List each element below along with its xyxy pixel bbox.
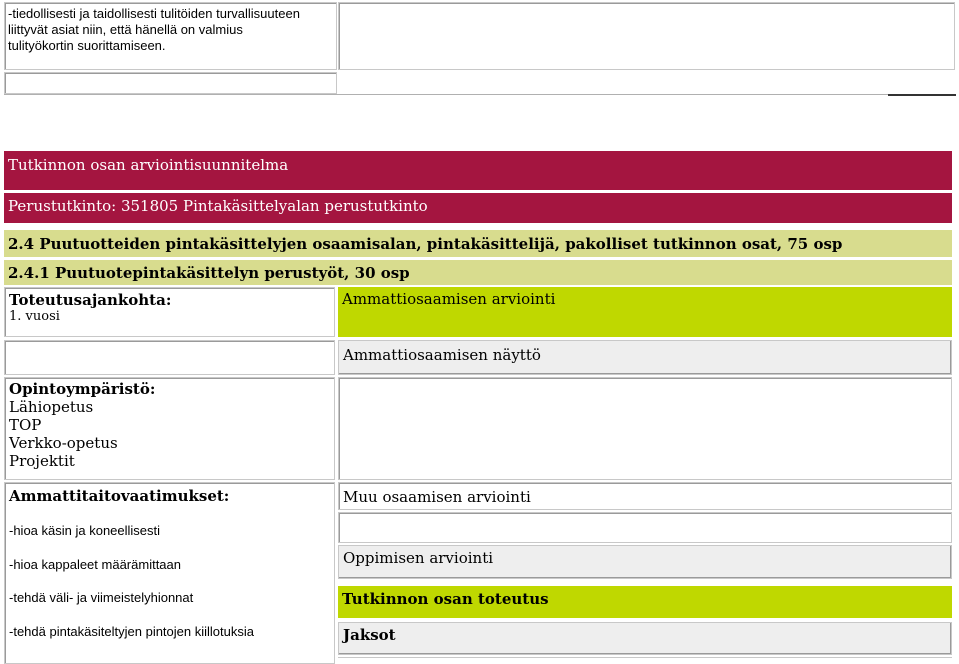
other-assessment-header: Muu osaamisen arviointi	[338, 482, 952, 510]
requirement-item: -hioa käsin ja koneellisesti	[9, 523, 161, 538]
top-line: -tiedollisesti ja taidollisesti tulitöiden turvallisuuteen	[8, 6, 300, 21]
top-empty-cell	[338, 2, 955, 70]
module-group-row: 2.4 Puutuotteiden pintakäsittelyjen osaamisalan, pintakäsittelijä, pakolliset tutkinnon osat, 75 osp	[4, 230, 952, 257]
assessment-header: Ammattiosaamisen arviointi	[338, 287, 952, 337]
environment-item: Lähiopetus	[9, 398, 94, 416]
environment-item: TOP	[9, 416, 42, 434]
requirement-item: -hioa kappaleet määrämittaan	[9, 557, 181, 572]
periods-header: Jaksot	[338, 622, 952, 655]
plan-title: Tutkinnon osan arviointisuunnitelma	[4, 151, 952, 190]
environment-label: Opintoympäristö:	[9, 380, 156, 398]
environment-item: Verkko-opetus	[9, 434, 118, 452]
top-rule	[4, 94, 888, 95]
requirements-label: Ammattitaitovaatimukset:	[9, 487, 230, 505]
demonstration-content	[338, 377, 952, 480]
top-empty-row	[4, 72, 337, 94]
timing-label: Toteutusajankohta:	[9, 291, 172, 309]
learning-assessment-header: Oppimisen arviointi	[338, 545, 952, 579]
other-assessment-content	[338, 512, 952, 543]
bottom-edge	[338, 657, 952, 663]
qualification-row: Perustutkinto: 351805 Pintakäsittelyalan perustutkinto	[4, 193, 952, 223]
requirement-item: -tehdä väli- ja viimeistelyhionnat	[9, 590, 194, 605]
empty-left-cell	[4, 340, 335, 375]
environment-item: Projektit	[9, 452, 75, 470]
top-line: liittyvät asiat niin, että hänellä on valmius	[8, 22, 243, 37]
module-row: 2.4.1 Puutuotepintakäsittelyn perustyöt, 30 osp	[4, 260, 952, 285]
environment-cell	[4, 377, 335, 480]
top-text-cell	[4, 2, 337, 70]
timing-cell	[4, 287, 335, 337]
requirements-cell	[4, 482, 335, 664]
top-line: tulityökortin suorittamiseen.	[8, 38, 166, 53]
requirement-item: -tehdä pintakäsiteltyjen pintojen kiillotuksia	[9, 624, 254, 639]
implementation-header: Tutkinnon osan toteutus	[338, 586, 952, 618]
timing-value: 1. vuosi	[9, 309, 60, 324]
demonstration-header: Ammattiosaamisen näyttö	[338, 340, 952, 375]
top-rule-dark	[888, 94, 956, 96]
